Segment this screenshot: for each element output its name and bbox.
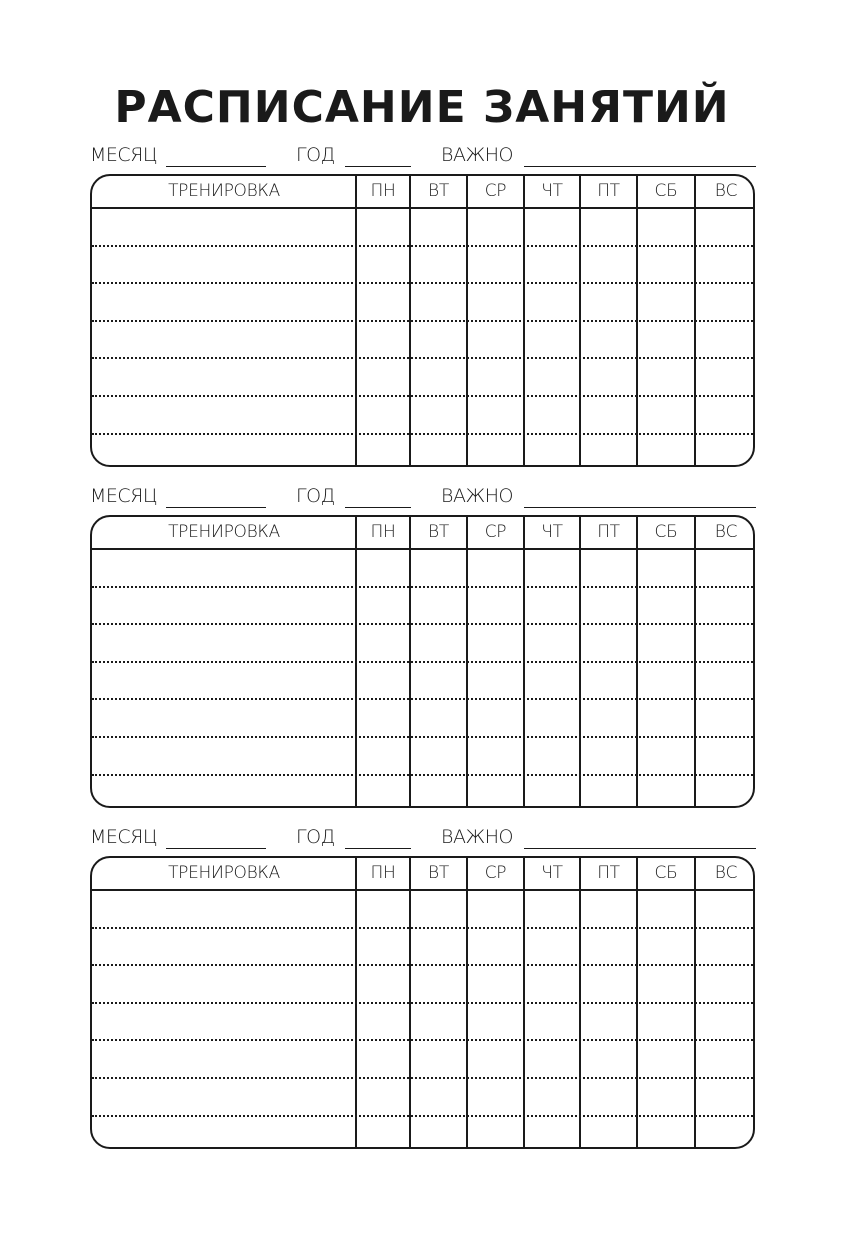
day-cell[interactable] <box>524 927 580 965</box>
workout-cell[interactable] <box>92 586 356 624</box>
day-cell[interactable] <box>695 207 755 245</box>
day-cell[interactable] <box>637 1077 695 1115</box>
day-cell[interactable] <box>580 889 637 927</box>
day-cell[interactable] <box>467 661 524 699</box>
day-cell[interactable] <box>410 586 467 624</box>
day-cell[interactable] <box>695 586 755 624</box>
day-cell[interactable] <box>524 433 580 467</box>
day-cell[interactable] <box>637 698 695 736</box>
day-cell[interactable] <box>356 889 410 927</box>
workout-cell[interactable] <box>92 623 356 661</box>
day-cell[interactable] <box>467 927 524 965</box>
workout-cell[interactable] <box>92 1002 356 1040</box>
day-cell[interactable] <box>410 207 467 245</box>
column-header-workout: ТРЕНИРОВКА <box>168 181 280 201</box>
workout-cell[interactable] <box>92 1077 356 1115</box>
day-cell[interactable] <box>580 1077 637 1115</box>
header-fields <box>90 144 756 168</box>
day-cell[interactable] <box>524 964 580 1002</box>
workout-cell[interactable] <box>92 320 356 358</box>
important-field[interactable] <box>524 166 756 167</box>
day-cell[interactable] <box>524 1077 580 1115</box>
workout-cell[interactable] <box>92 245 356 283</box>
day-cell[interactable] <box>467 964 524 1002</box>
day-cell[interactable] <box>524 1002 580 1040</box>
day-cell[interactable] <box>524 1115 580 1149</box>
day-cell[interactable] <box>467 1077 524 1115</box>
day-cell[interactable] <box>695 661 755 699</box>
important-field[interactable] <box>524 848 756 849</box>
day-cell[interactable] <box>356 548 410 586</box>
day-cell[interactable] <box>580 395 637 433</box>
column-header-day: ВТ <box>428 181 449 201</box>
day-cell[interactable] <box>580 1039 637 1077</box>
day-cell[interactable] <box>410 774 467 808</box>
day-cell[interactable] <box>695 623 755 661</box>
workout-cell[interactable] <box>92 698 356 736</box>
column-header-day: СР <box>484 863 507 883</box>
day-cell[interactable] <box>637 207 695 245</box>
page-title: РАСПИСАНИЕ ЗАНЯТИЙ <box>114 82 730 133</box>
day-cell[interactable] <box>580 320 637 358</box>
important-label: ВАЖНО <box>441 144 513 166</box>
day-cell[interactable] <box>695 245 755 283</box>
day-cell[interactable] <box>695 927 755 965</box>
day-cell[interactable] <box>410 1002 467 1040</box>
column-header-day: ВТ <box>428 522 449 542</box>
day-cell[interactable] <box>467 245 524 283</box>
day-cell[interactable] <box>356 927 410 965</box>
day-cell[interactable] <box>467 207 524 245</box>
day-cell[interactable] <box>580 774 637 808</box>
day-cell[interactable] <box>356 282 410 320</box>
day-cell[interactable] <box>695 395 755 433</box>
day-cell[interactable] <box>410 548 467 586</box>
workout-cell[interactable] <box>92 357 356 395</box>
year-field[interactable] <box>345 166 411 167</box>
day-cell[interactable] <box>695 548 755 586</box>
day-cell[interactable] <box>524 623 580 661</box>
day-cell[interactable] <box>580 586 637 624</box>
day-cell[interactable] <box>356 433 410 467</box>
day-cell[interactable] <box>695 433 755 467</box>
day-cell[interactable] <box>356 245 410 283</box>
day-cell[interactable] <box>637 433 695 467</box>
day-cell[interactable] <box>695 282 755 320</box>
day-cell[interactable] <box>695 1039 755 1077</box>
day-cell[interactable] <box>410 927 467 965</box>
day-cell[interactable] <box>410 282 467 320</box>
day-cell[interactable] <box>524 282 580 320</box>
day-cell[interactable] <box>695 889 755 927</box>
column-header-day: СБ <box>654 863 678 883</box>
year-label: ГОД <box>296 826 335 848</box>
day-cell[interactable] <box>467 774 524 808</box>
day-cell[interactable] <box>410 320 467 358</box>
workout-cell[interactable] <box>92 774 356 808</box>
day-cell[interactable] <box>637 964 695 1002</box>
day-cell[interactable] <box>580 357 637 395</box>
column-header-day: ВС <box>714 181 738 201</box>
day-cell[interactable] <box>410 1077 467 1115</box>
column-header-day: ПТ <box>597 863 620 883</box>
schedule-table <box>90 174 755 467</box>
column-header-workout: ТРЕНИРОВКА <box>168 863 280 883</box>
day-cell[interactable] <box>467 1039 524 1077</box>
month-label: МЕСЯЦ <box>90 485 158 507</box>
day-cell[interactable] <box>580 548 637 586</box>
column-header-day: ПН <box>370 863 396 883</box>
day-cell[interactable] <box>580 964 637 1002</box>
column-header-day: ЧТ <box>541 181 563 201</box>
day-cell[interactable] <box>524 395 580 433</box>
month-field[interactable] <box>166 848 266 849</box>
workout-cell[interactable] <box>92 1039 356 1077</box>
day-cell[interactable] <box>524 207 580 245</box>
day-cell[interactable] <box>410 736 467 774</box>
day-cell[interactable] <box>637 320 695 358</box>
column-header-day: ПН <box>370 522 396 542</box>
workout-cell[interactable] <box>92 548 356 586</box>
column-header-day: ВС <box>714 863 738 883</box>
important-field[interactable] <box>524 507 756 508</box>
day-cell[interactable] <box>524 357 580 395</box>
important-label: ВАЖНО <box>441 485 513 507</box>
day-cell[interactable] <box>467 320 524 358</box>
day-cell[interactable] <box>637 661 695 699</box>
workout-cell[interactable] <box>92 282 356 320</box>
day-cell[interactable] <box>695 1002 755 1040</box>
day-cell[interactable] <box>637 1002 695 1040</box>
day-cell[interactable] <box>356 357 410 395</box>
year-field[interactable] <box>345 507 411 508</box>
day-cell[interactable] <box>410 964 467 1002</box>
day-cell[interactable] <box>356 395 410 433</box>
day-cell[interactable] <box>356 736 410 774</box>
day-cell[interactable] <box>410 1039 467 1077</box>
day-cell[interactable] <box>524 245 580 283</box>
day-cell[interactable] <box>410 357 467 395</box>
workout-cell[interactable] <box>92 207 356 245</box>
day-cell[interactable] <box>637 245 695 283</box>
day-cell[interactable] <box>356 586 410 624</box>
day-cell[interactable] <box>637 736 695 774</box>
month-field[interactable] <box>166 166 266 167</box>
day-cell[interactable] <box>524 889 580 927</box>
column-header-day: СБ <box>654 181 678 201</box>
day-cell[interactable] <box>467 1115 524 1149</box>
year-label: ГОД <box>296 485 335 507</box>
day-cell[interactable] <box>410 889 467 927</box>
day-cell[interactable] <box>695 1115 755 1149</box>
schedule-table <box>90 856 755 1149</box>
day-cell[interactable] <box>524 661 580 699</box>
column-header-day: ЧТ <box>541 863 563 883</box>
year-label: ГОД <box>296 144 335 166</box>
day-cell[interactable] <box>580 1115 637 1149</box>
day-cell[interactable] <box>580 927 637 965</box>
workout-cell[interactable] <box>92 661 356 699</box>
workout-cell[interactable] <box>92 736 356 774</box>
column-header-day: ВС <box>714 522 738 542</box>
column-header-day: ПТ <box>597 181 620 201</box>
month-field[interactable] <box>166 507 266 508</box>
day-cell[interactable] <box>410 433 467 467</box>
day-cell[interactable] <box>410 1115 467 1149</box>
day-cell[interactable] <box>580 661 637 699</box>
day-cell[interactable] <box>580 207 637 245</box>
day-cell[interactable] <box>580 1002 637 1040</box>
day-cell[interactable] <box>580 433 637 467</box>
day-cell[interactable] <box>356 623 410 661</box>
day-cell[interactable] <box>637 1115 695 1149</box>
workout-cell[interactable] <box>92 433 356 467</box>
day-cell[interactable] <box>695 320 755 358</box>
day-cell[interactable] <box>467 395 524 433</box>
column-header-day: СБ <box>654 522 678 542</box>
workout-cell[interactable] <box>92 927 356 965</box>
day-cell[interactable] <box>695 698 755 736</box>
month-label: МЕСЯЦ <box>90 144 158 166</box>
day-cell[interactable] <box>410 698 467 736</box>
day-cell[interactable] <box>637 282 695 320</box>
day-cell[interactable] <box>695 774 755 808</box>
day-cell[interactable] <box>356 1039 410 1077</box>
workout-cell[interactable] <box>92 964 356 1002</box>
day-cell[interactable] <box>524 548 580 586</box>
workout-cell[interactable] <box>92 1115 356 1149</box>
day-cell[interactable] <box>580 282 637 320</box>
day-cell[interactable] <box>524 774 580 808</box>
day-cell[interactable] <box>467 698 524 736</box>
day-cell[interactable] <box>524 736 580 774</box>
day-cell[interactable] <box>637 586 695 624</box>
day-cell[interactable] <box>524 586 580 624</box>
important-label: ВАЖНО <box>441 826 513 848</box>
column-header-day: СР <box>484 181 507 201</box>
day-cell[interactable] <box>524 698 580 736</box>
day-cell[interactable] <box>467 548 524 586</box>
day-cell[interactable] <box>637 927 695 965</box>
day-cell[interactable] <box>695 964 755 1002</box>
column-header-day: ВТ <box>428 863 449 883</box>
day-cell[interactable] <box>356 320 410 358</box>
day-cell[interactable] <box>637 774 695 808</box>
column-header-day: СР <box>484 522 507 542</box>
header-fields <box>90 826 756 850</box>
day-cell[interactable] <box>524 320 580 358</box>
day-cell[interactable] <box>467 586 524 624</box>
day-cell[interactable] <box>467 357 524 395</box>
day-cell[interactable] <box>580 245 637 283</box>
day-cell[interactable] <box>356 1115 410 1149</box>
day-cell[interactable] <box>467 433 524 467</box>
day-cell[interactable] <box>637 1039 695 1077</box>
day-cell[interactable] <box>410 395 467 433</box>
day-cell[interactable] <box>467 282 524 320</box>
day-cell[interactable] <box>580 736 637 774</box>
day-cell[interactable] <box>356 774 410 808</box>
day-cell[interactable] <box>356 207 410 245</box>
day-cell[interactable] <box>695 1077 755 1115</box>
day-cell[interactable] <box>580 623 637 661</box>
day-cell[interactable] <box>637 357 695 395</box>
schedule-table <box>90 515 755 808</box>
day-cell[interactable] <box>695 357 755 395</box>
day-cell[interactable] <box>467 1002 524 1040</box>
column-header-day: ПТ <box>597 522 620 542</box>
day-cell[interactable] <box>356 1002 410 1040</box>
day-cell[interactable] <box>637 889 695 927</box>
day-cell[interactable] <box>637 548 695 586</box>
day-cell[interactable] <box>356 698 410 736</box>
workout-cell[interactable] <box>92 889 356 927</box>
column-header-day: ЧТ <box>541 522 563 542</box>
day-cell[interactable] <box>695 736 755 774</box>
workout-cell[interactable] <box>92 395 356 433</box>
day-cell[interactable] <box>580 698 637 736</box>
column-header-day: ПН <box>370 181 396 201</box>
day-cell[interactable] <box>410 661 467 699</box>
column-header-workout: ТРЕНИРОВКА <box>168 522 280 542</box>
day-cell[interactable] <box>467 623 524 661</box>
month-label: МЕСЯЦ <box>90 826 158 848</box>
day-cell[interactable] <box>637 395 695 433</box>
day-cell[interactable] <box>467 889 524 927</box>
header-fields <box>90 485 756 509</box>
day-cell[interactable] <box>356 661 410 699</box>
day-cell[interactable] <box>356 964 410 1002</box>
day-cell[interactable] <box>524 1039 580 1077</box>
day-cell[interactable] <box>410 245 467 283</box>
day-cell[interactable] <box>356 1077 410 1115</box>
day-cell[interactable] <box>410 623 467 661</box>
day-cell[interactable] <box>637 623 695 661</box>
day-cell[interactable] <box>467 736 524 774</box>
year-field[interactable] <box>345 848 411 849</box>
